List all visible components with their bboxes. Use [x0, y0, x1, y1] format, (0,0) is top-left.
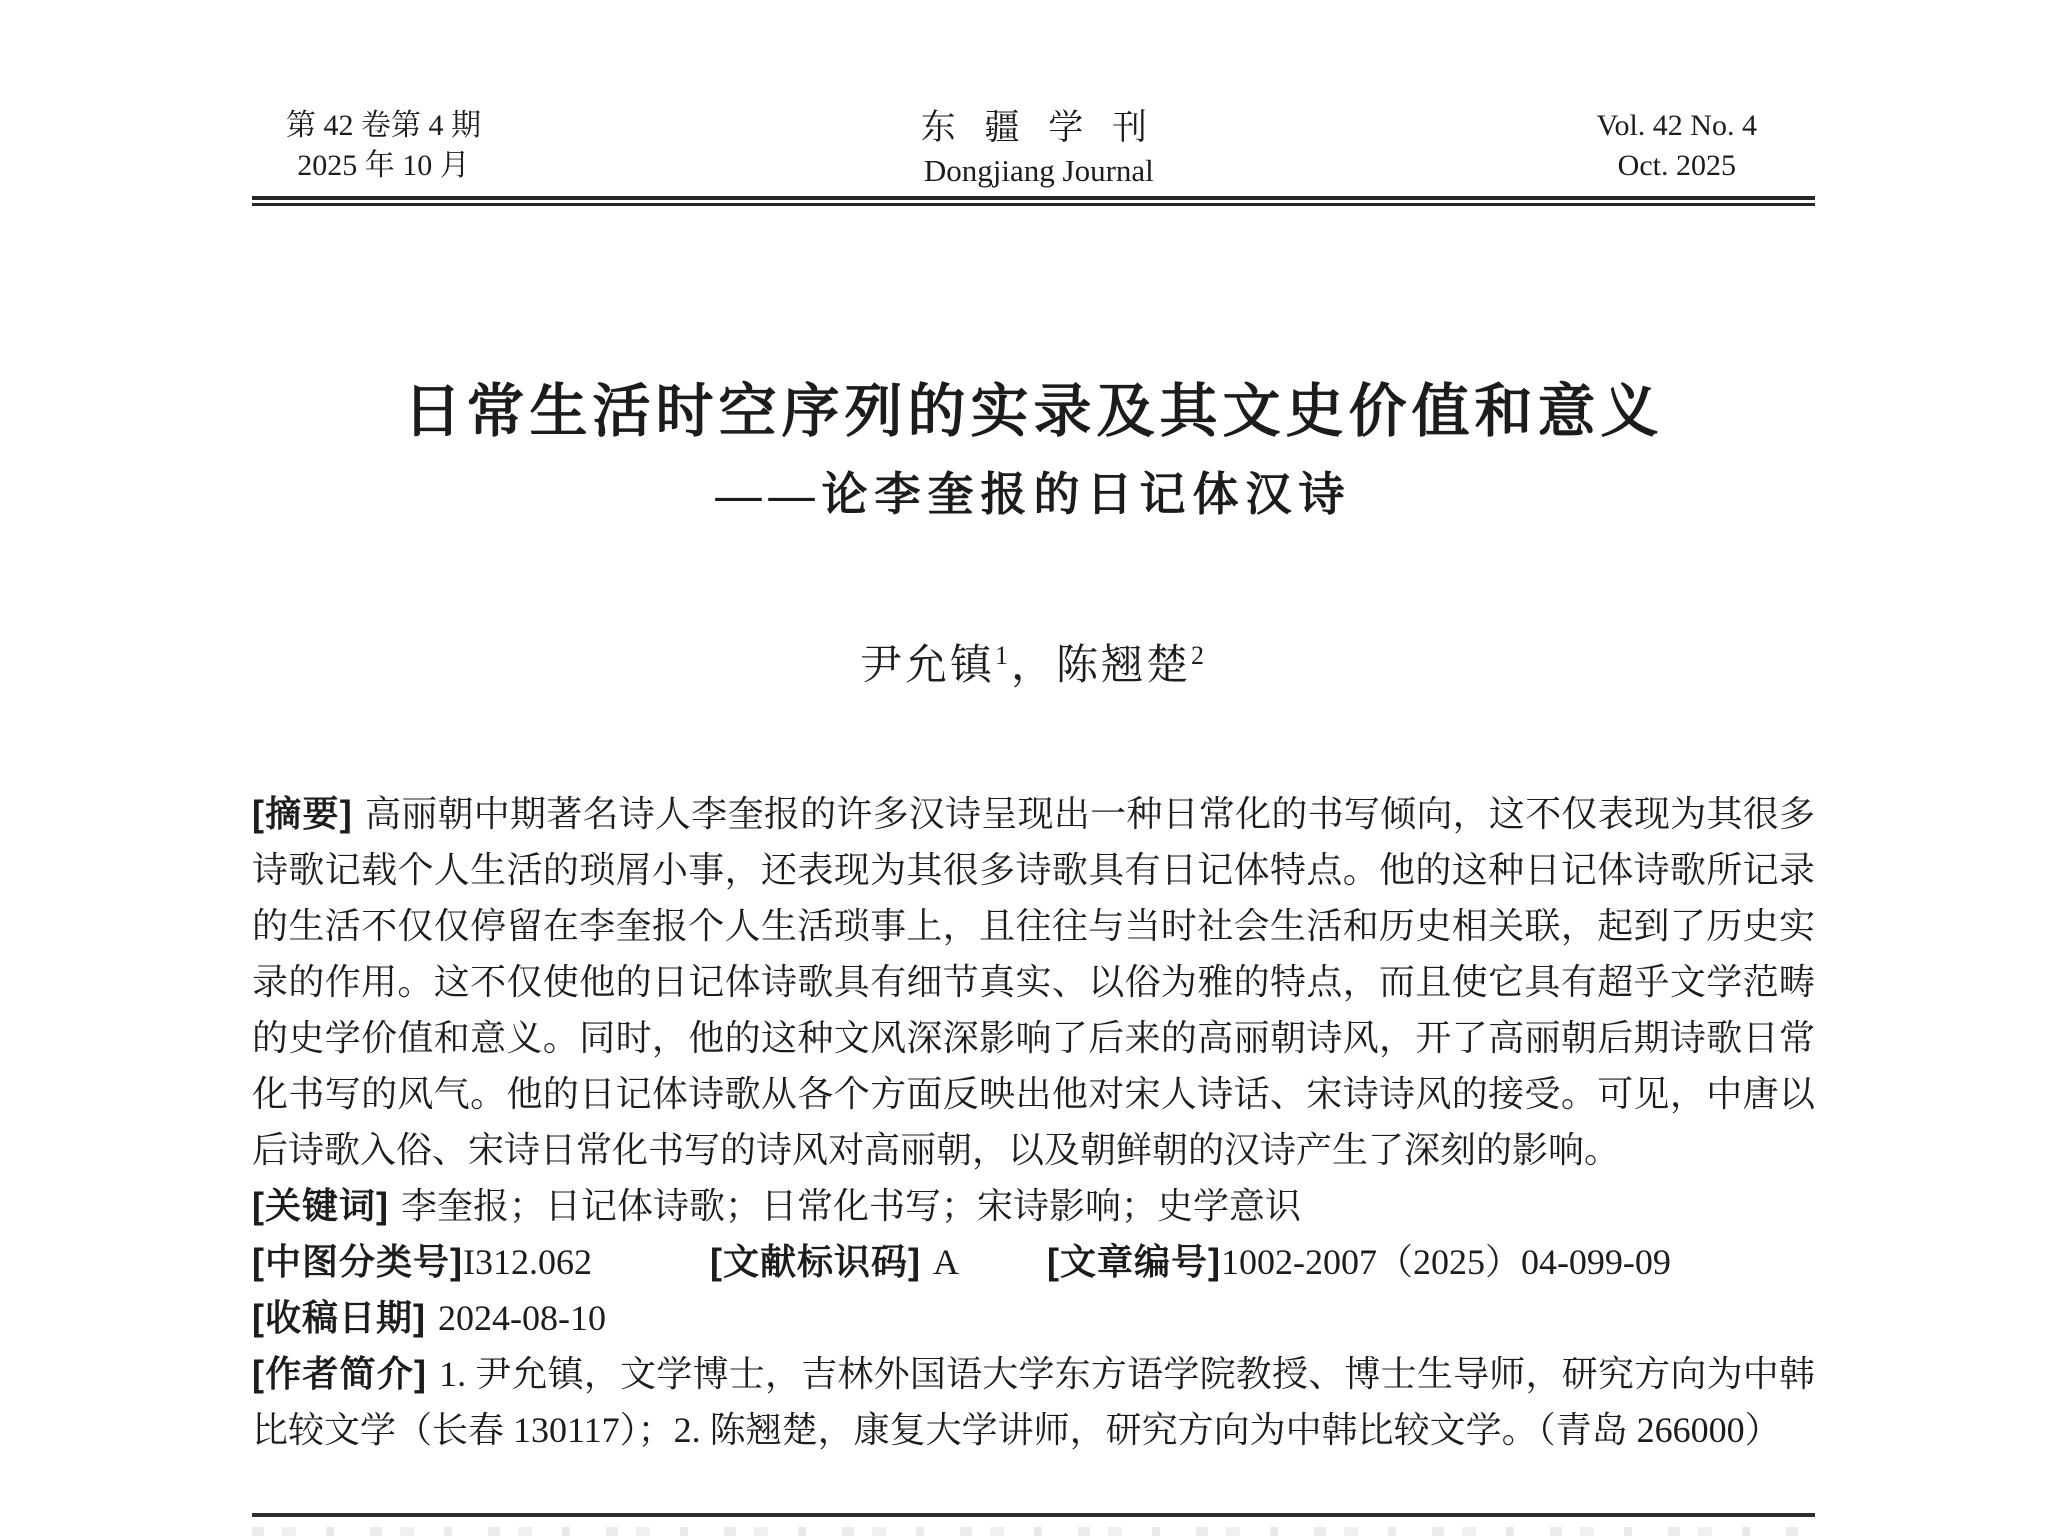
issue-volume-cn: 第 42 卷第 4 期	[286, 109, 481, 142]
received-date-line	[252, 1290, 1815, 1346]
abstract-paragraph	[252, 786, 1815, 1178]
classification-line	[252, 1234, 1815, 1290]
article-id-value: 1002-2007（2025）04-099-09	[1220, 1242, 1671, 1282]
issue-volume-en: Vol. 42 No. 4	[1596, 109, 1757, 142]
front-matter	[252, 786, 1815, 1458]
keywords-line	[252, 1178, 1815, 1234]
article-title: 日常生活时空序列的实录及其文史价值和意义	[403, 379, 1664, 444]
footnote-rule	[252, 1513, 1815, 1517]
author-2-affiliation-mark: 2	[1191, 641, 1208, 670]
clc-value: I312.062	[462, 1242, 592, 1282]
keywords-text: 李奎报；日记体诗歌；日常化书写；宋诗影响；史学意识	[400, 1186, 1301, 1226]
masthead	[252, 106, 1815, 192]
received-label: [收稿日期]	[252, 1297, 426, 1338]
author-bio-paragraph	[252, 1346, 1815, 1458]
journal-name-block	[921, 106, 1157, 192]
issue-info-cn	[286, 106, 481, 186]
abstract-label: [摘要]	[252, 793, 353, 834]
journal-name-en: Dongjiang Journal	[923, 153, 1154, 188]
keywords-label: [关键词]	[252, 1185, 389, 1226]
author-bio-text: 1. 尹允镇，文学博士，吉林外国语大学东方语学院教授、博士生导师，研究方向为中韩比较文学（长春 130117）；2. 陈翘楚，康复大学讲师，研究方向为中韩比较文学。（青岛 266000）	[252, 1354, 1815, 1450]
received-value: 2024-08-10	[437, 1298, 606, 1338]
authors-separator: ，	[1010, 643, 1056, 689]
author-1-affiliation-mark: 1	[994, 641, 1011, 670]
journal-name-cn: 东 疆 学 刊	[920, 108, 1157, 147]
article-subtitle: ——论李奎报的日记体汉诗	[715, 469, 1352, 520]
author-bio-label: [作者简介]	[252, 1353, 428, 1394]
cut-off-text-remnant	[252, 1527, 1815, 1536]
masthead-double-rule	[252, 196, 1815, 206]
clc-group	[252, 1242, 592, 1282]
doc-code-group	[710, 1242, 959, 1282]
article-id-group	[1047, 1242, 1671, 1282]
doc-code-value: A	[932, 1242, 959, 1282]
issue-date-cn: 2025 年 10 月	[297, 149, 470, 182]
article-id-label: [文章编号]	[1046, 1241, 1221, 1282]
issue-info-en	[1597, 106, 1757, 186]
authors-line	[252, 630, 1815, 702]
clc-label: [中图分类号]	[252, 1241, 463, 1282]
author-1-name: 尹允镇	[859, 643, 995, 689]
doc-code-label: [文献标识码]	[709, 1241, 921, 1282]
issue-date-en: Oct. 2025	[1617, 149, 1736, 182]
author-2-name: 陈翘楚	[1056, 643, 1192, 689]
abstract-text: 高丽朝中期著名诗人李奎报的许多汉诗呈现出一种日常化的书写倾向，这不仅表现为其很多诗歌记载个人生活的琐屑小事，还表现为其很多诗歌具有日记体特点。他的这种日记体诗歌所记录的生活不仅仅停留在李奎报个人生活琐事上，且往往与当时社会生活和历史相关联，起到了历史实录的作用。这不仅使他的日记体诗歌具有细节真实、以俗为雅的特点，而且使它具有超乎文学范畴的史学价值和意义。同时，他的这种文风深深影响了后来的高丽朝诗风，开了高丽朝后期诗歌日常化书写的风气。他的日记体诗歌从各个方面反映出他对宋人诗话、宋诗诗风的接受。可见，中唐以后诗歌入俗、宋诗日常化书写的诗风对高丽朝，以及朝鲜朝的汉诗产生了深刻的影响。	[252, 794, 1815, 1170]
